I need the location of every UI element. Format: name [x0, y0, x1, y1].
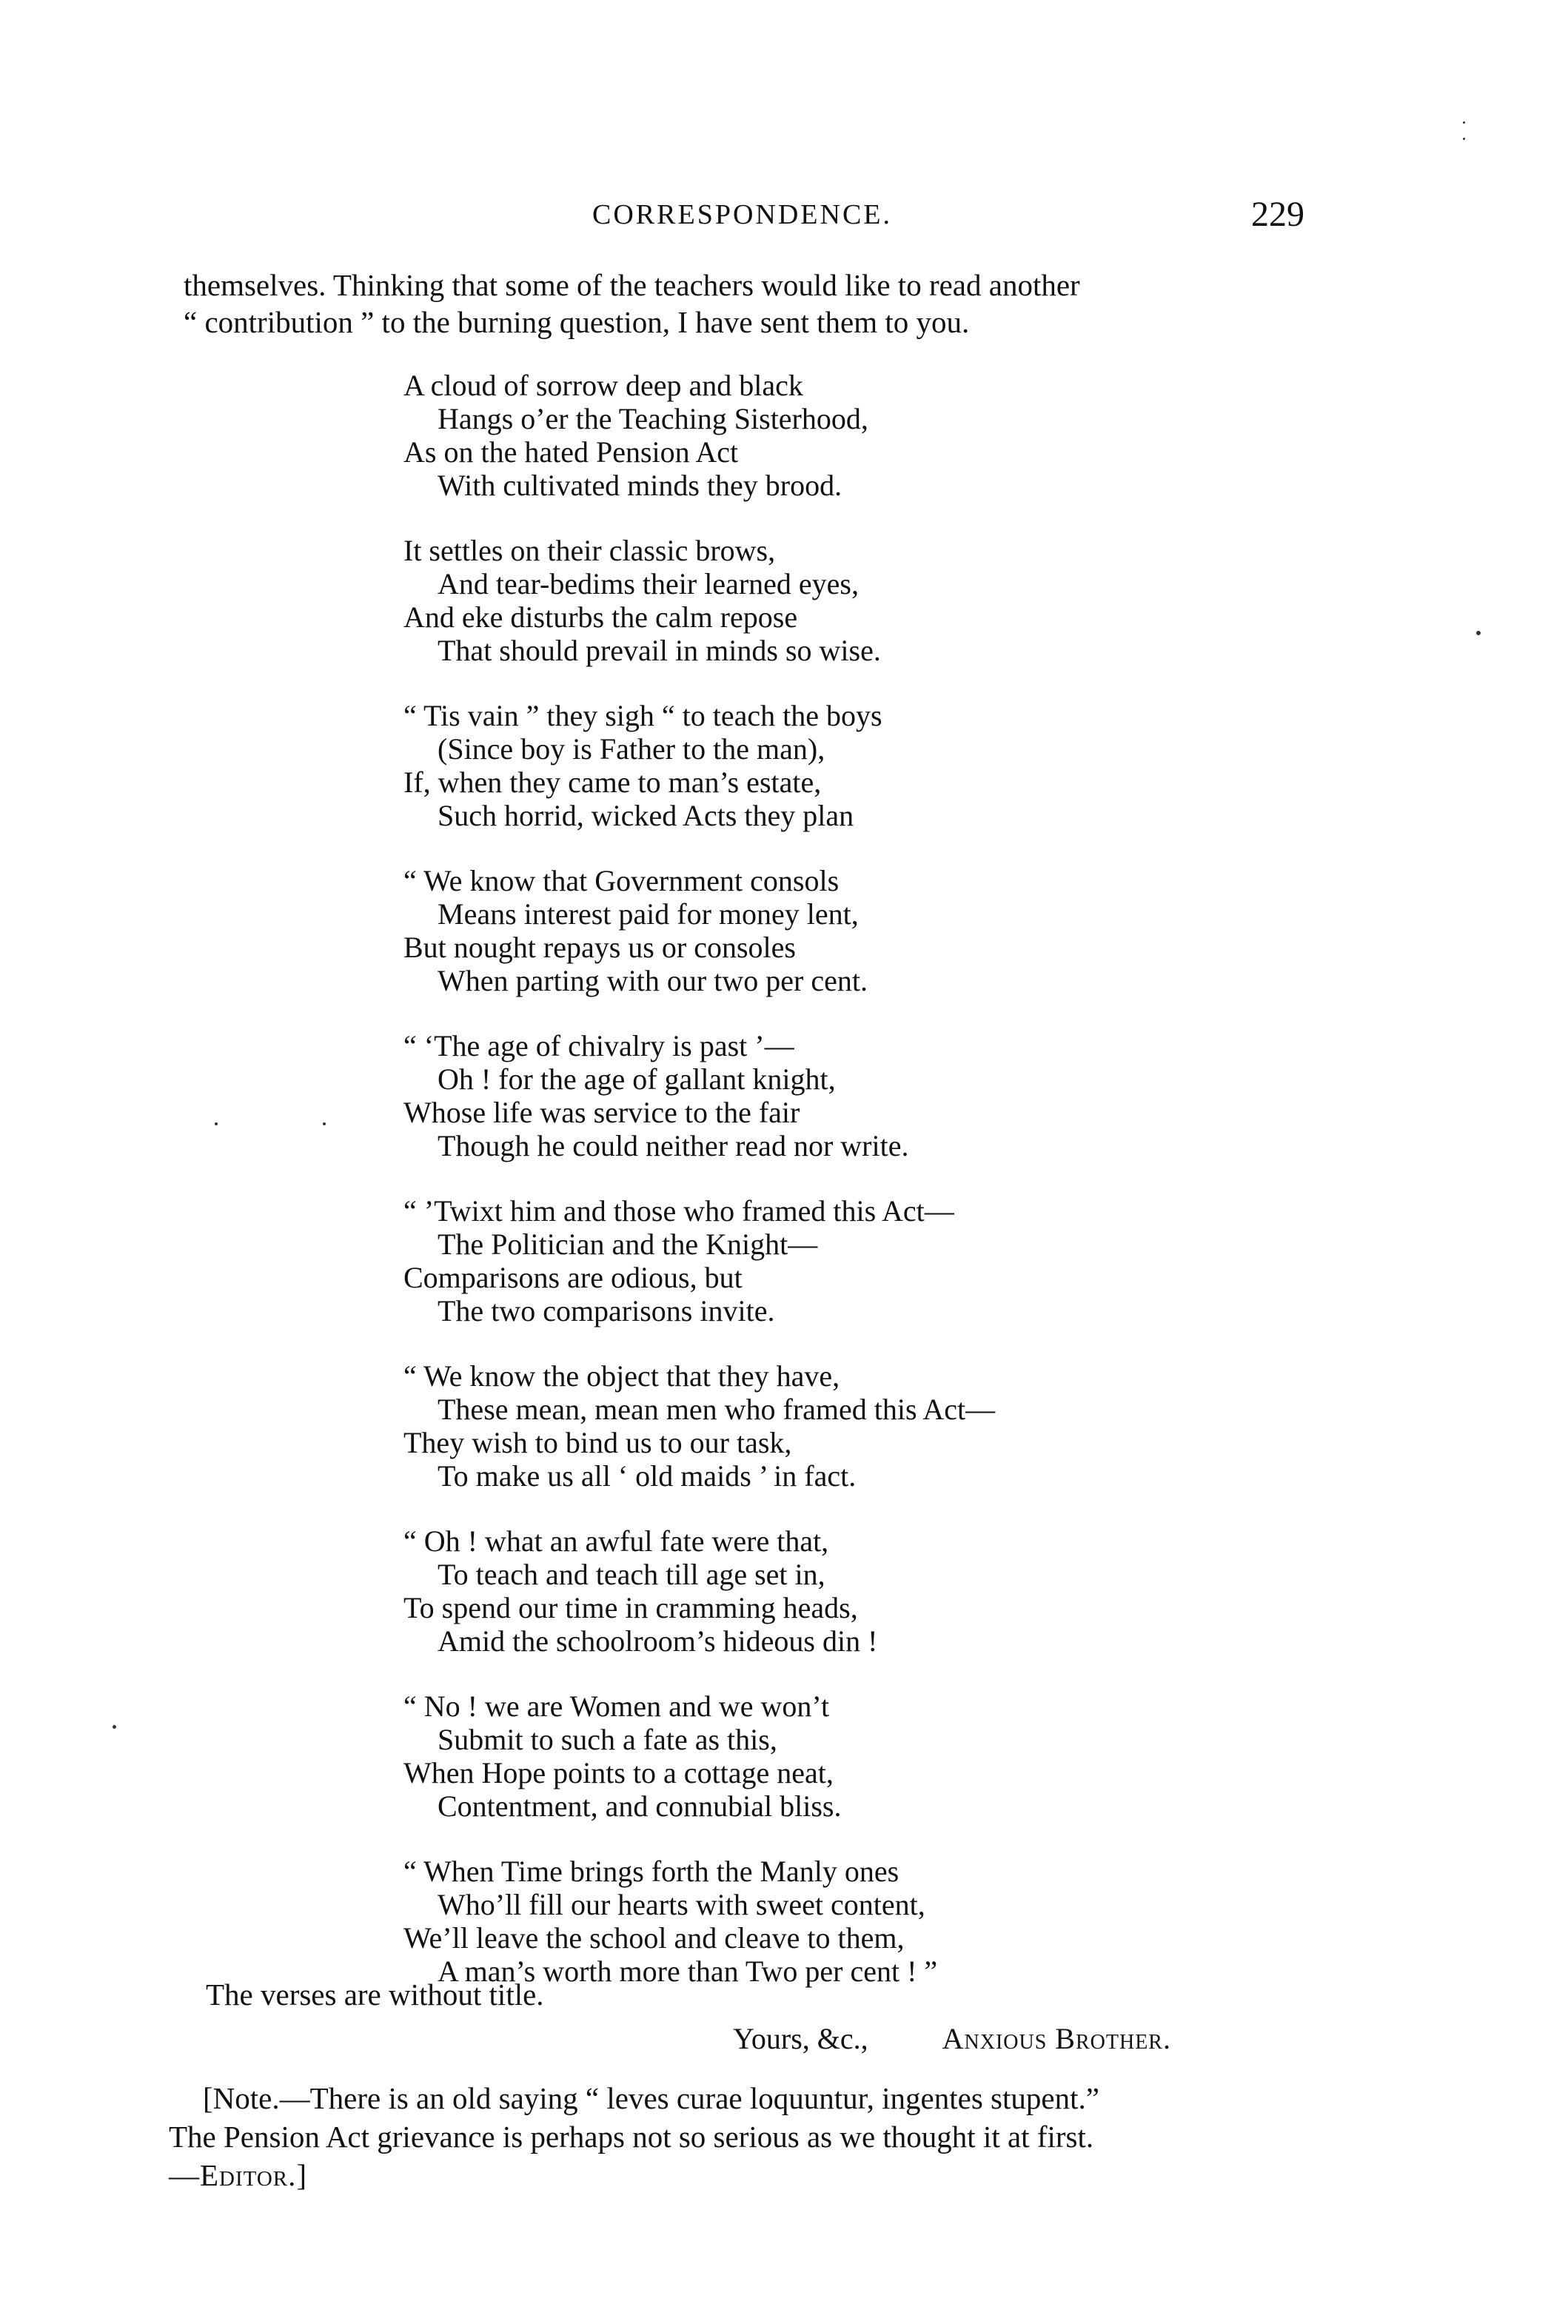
- poem-line: Submit to such a fate as this,: [438, 1723, 777, 1756]
- poem-stanza: [403, 1855, 1218, 1988]
- poem-stanza: [403, 534, 1218, 667]
- poem-line: “ ’Twixt him and those who framed this Act—: [403, 1194, 954, 1228]
- poem-line: And tear-bedims their learned eyes,: [438, 567, 859, 600]
- poem-line: “ We know that Government consols: [403, 864, 840, 897]
- poem-line: Hangs o’er the Teaching Sisterhood,: [438, 402, 868, 435]
- poem-line: Whose life was service to the fair: [403, 1096, 800, 1129]
- poem-line: To spend our time in cramming heads,: [403, 1591, 858, 1624]
- poem-stanza: [403, 1359, 1218, 1493]
- poem-line: It settles on their classic brows,: [403, 534, 776, 567]
- closing-remark: The verses are without title.: [206, 1978, 544, 2012]
- running-head: [0, 194, 1568, 238]
- poem-line: Who’ll fill our hearts with sweet content,: [438, 1888, 925, 1921]
- poem-stanza: [403, 699, 1218, 832]
- poem-line: “ We know the object that they have,: [403, 1359, 840, 1393]
- poem-line: We’ll leave the school and cleave to them,: [403, 1921, 905, 1955]
- poem-line: That should prevail in minds so wise.: [438, 634, 881, 667]
- poem-line: To make us all ‘ old maids ’ in fact.: [438, 1459, 857, 1493]
- poem-line: Contentment, and connubial bliss.: [438, 1789, 842, 1823]
- poem-line: They wish to bind us to our task,: [403, 1426, 792, 1459]
- note-line: —Editor.]: [169, 2158, 308, 2192]
- print-speck: [1463, 121, 1465, 124]
- intro-line: “ contribution ” to the burning question, I have sent them to you.: [184, 305, 970, 339]
- intro-paragraph: [184, 267, 1324, 341]
- editor-note: [169, 2079, 1324, 2194]
- poem-line: “ ‘The age of chivalry is past ’—: [403, 1029, 794, 1062]
- poem-line: “ No ! we are Women and we won’t: [403, 1690, 830, 1723]
- poem-line: Such horrid, wicked Acts they plan: [438, 799, 854, 832]
- print-speck: [1463, 138, 1465, 140]
- poem-line: And eke disturbs the calm repose: [403, 600, 798, 634]
- print-speck: [215, 1122, 218, 1125]
- poem-line: A man’s worth more than Two per cent ! ”: [438, 1955, 938, 1988]
- poem-line: Though he could neither read nor write.: [438, 1129, 909, 1162]
- poem-line: “ Oh ! what an awful fate were that,: [403, 1524, 829, 1558]
- intro-line: themselves. Thinking that some of the teachers would like to read another: [184, 268, 1080, 302]
- poem-stanza: [403, 1194, 1218, 1327]
- poem-line: But nought repays us or consoles: [403, 931, 796, 964]
- print-speck: [323, 1122, 326, 1125]
- poem-line: Oh ! for the age of gallant knight,: [438, 1062, 836, 1096]
- poem-stanza: [403, 369, 1218, 502]
- note-line: [Note.—There is an old saying “ leves curae loquuntur, ingentes stupent.”: [203, 2081, 1099, 2115]
- poem-line: With cultivated minds they brood.: [438, 469, 842, 502]
- poem-line: (Since boy is Father to the man),: [438, 732, 825, 766]
- page-number: 229: [1251, 195, 1304, 234]
- poem-stanza: [403, 1029, 1218, 1162]
- poem-line: A cloud of sorrow deep and black: [403, 369, 803, 402]
- poem-line: “ Tis vain ” they sigh “ to teach the boys: [403, 699, 882, 732]
- signature-name: Anxious Brother.: [942, 2022, 1171, 2055]
- poem-line: As on the hated Pension Act: [403, 435, 739, 469]
- poem-line: “ When Time brings forth the Manly ones: [403, 1855, 899, 1888]
- print-speck: [1476, 631, 1481, 635]
- poem-line: When parting with our two per cent.: [438, 964, 868, 997]
- poem-stanza: [403, 864, 1218, 997]
- signature-block: [733, 2021, 1171, 2056]
- poem-line: Amid the schoolroom’s hideous din !: [438, 1624, 878, 1658]
- poem-line: When Hope points to a cottage neat,: [403, 1756, 834, 1789]
- poem-line: These mean, mean men who framed this Act—: [438, 1393, 996, 1426]
- note-line: The Pension Act grievance is perhaps not so serious as we thought it at first.: [169, 2120, 1094, 2154]
- closing-salutation: Yours, &c.,: [733, 2022, 868, 2055]
- poem-stanza: [403, 1690, 1218, 1823]
- poem-line: Comparisons are odious, but: [403, 1261, 743, 1294]
- poem-stanza: [403, 1524, 1218, 1658]
- poem-line: To teach and teach till age set in,: [438, 1558, 825, 1591]
- poem-line: Means interest paid for money lent,: [438, 897, 859, 931]
- print-speck: [113, 1725, 116, 1729]
- running-title: CORRESPONDENCE.: [592, 199, 892, 230]
- poem: [403, 369, 1218, 2020]
- poem-line: The Politician and the Knight—: [438, 1228, 818, 1261]
- poem-line: The two comparisons invite.: [438, 1294, 775, 1327]
- poem-line: If, when they came to man’s estate,: [403, 766, 822, 799]
